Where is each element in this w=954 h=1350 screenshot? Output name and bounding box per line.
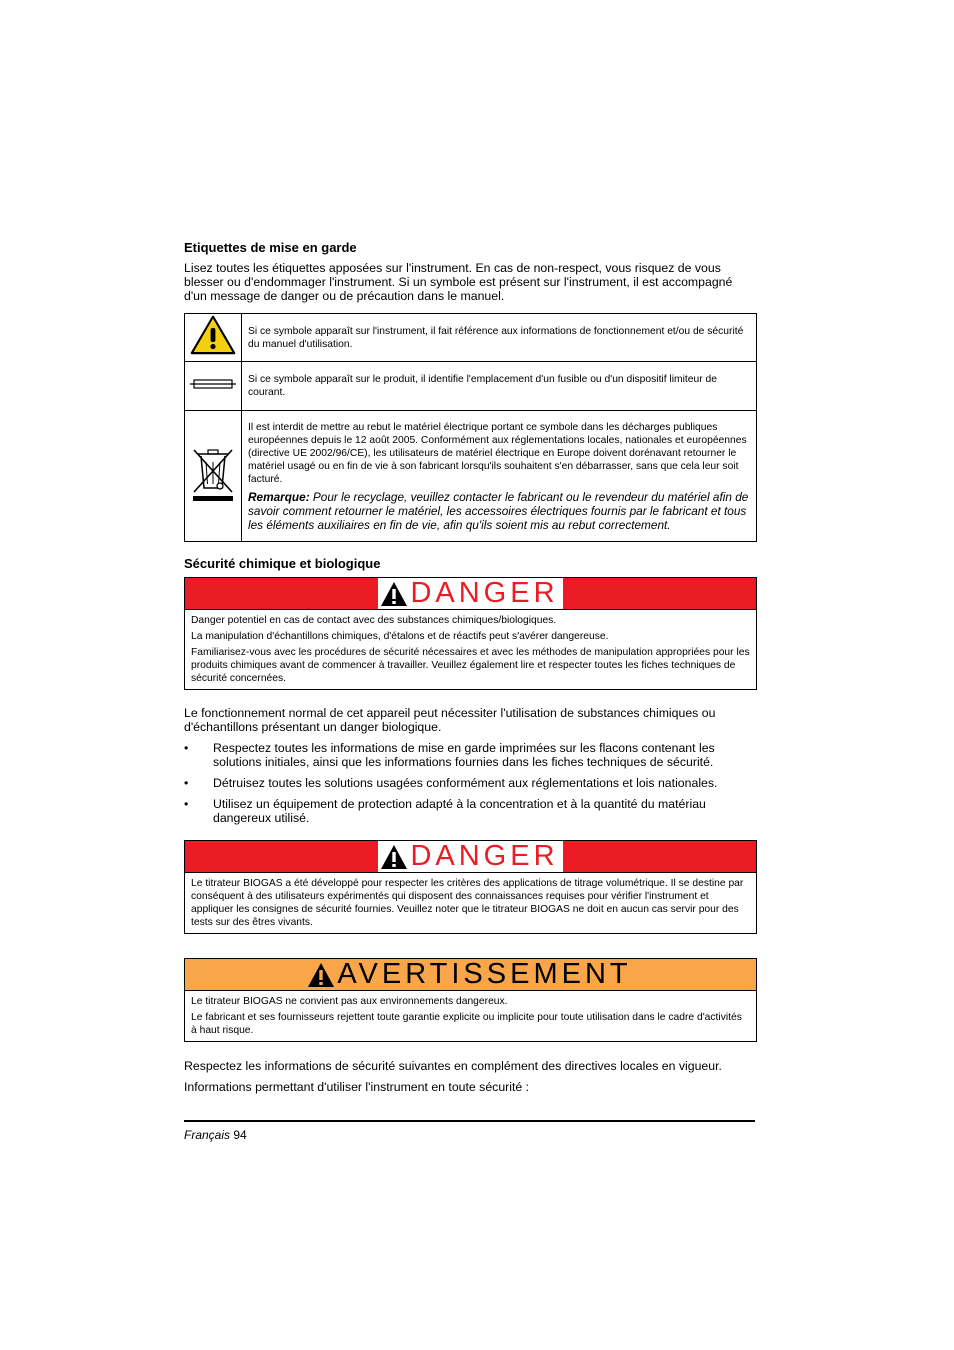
signal-word-panel: [378, 841, 562, 872]
list-item: [184, 776, 756, 790]
bullet-text: Utilisez un équipement de protection adapté à la concentration et à la quantité du matériau dangereux utilisé.: [213, 797, 706, 825]
danger-banner: [185, 841, 756, 873]
symbol-cell: [185, 411, 242, 542]
danger-line: Familiarisez-vous avec les procédures de sécurité nécessaires et avec les méthodes de manipulation appropriées pour les produits chimiques avant de commencer à travailler. Veuillez également lire et respecter toutes les fiches techniques de sécurité concernées.: [191, 647, 750, 684]
warning-triangle-icon: [380, 581, 408, 607]
warning-message: [185, 991, 756, 1041]
note-text: Pour le recyclage, veuillez contacter le fabricant ou le revendeur du matériel afin de savoir comment retourner le matériel, les accessoires électriques fournis par le fabricant et tous les éléments auxiliaires en fin de vie, afin qu'ils soient mis au rebut correctement.: [248, 489, 749, 532]
warning-line: Le fabricant et ses fournisseurs rejettent toute garantie explicite ou implicite pour toute utilisation dans le cadre d'activités à haut risque.: [191, 1012, 742, 1036]
closing-paragraph: Respectez les informations de sécurité suivantes en complément des directives locales en vigueur.: [184, 1059, 722, 1073]
fuse-icon: [190, 377, 236, 391]
symbol-cell: [185, 314, 242, 362]
page-number: 94: [233, 1128, 247, 1142]
symbol-cell: [185, 362, 242, 411]
bullet-text: Respectez toutes les informations de mise en garde imprimées sur les flacons contenant les solutions initiales, ainsi que les informations fournies dans les fiches techniques de sécurité.: [213, 741, 715, 769]
symbol-description: Si ce symbole apparaît sur le produit, il identifie l'emplacement d'un fusible ou d'un dispositif limiteur de courant.: [242, 362, 757, 411]
crossed-bin-icon: [190, 444, 236, 504]
warning-box: [184, 958, 757, 1042]
page-footer: [184, 1128, 247, 1142]
danger-message: [185, 610, 756, 689]
signal-word: AVERTISSEMENT: [337, 958, 632, 990]
table-row: [185, 362, 757, 411]
danger-message: [185, 873, 756, 933]
bullet-marker: •: [184, 797, 189, 811]
bullet-text: Détruisez toutes les solutions usagées conformément aux réglementations et lois nationales.: [213, 776, 718, 790]
table-row: [185, 411, 757, 542]
note-label: Remarque:: [248, 489, 310, 504]
list-item: [184, 741, 756, 769]
danger-line: Danger potentiel en cas de contact avec des substances chimiques/biologiques.: [191, 615, 557, 626]
bullet-marker: •: [184, 776, 189, 790]
safety-bullet-list: [184, 741, 756, 832]
intro-paragraph: Lisez toutes les étiquettes apposées sur l'instrument. En cas de non-respect, vous risquez de vous blesser ou d'endommager l'instrument. Si un symbole est présent sur l'instrument, il est accompagné d'un message de danger ou de précaution dans le manuel.: [184, 261, 733, 303]
danger-line: Le titrateur BIOGAS a été développé pour respecter les critères des applications de titrage volumétrique. Il se destine par conséquent à des utilisateurs expérimentés qui disposent des connaissances requises pour vérifier l'instrument et appliquer les consignes de sécurité fournies. Veuillez noter que le titrateur BIOGAS ne doit en aucun cas servir pour des tests sur des êtres vivants.: [191, 878, 744, 928]
symbols-table: [184, 313, 757, 542]
warning-banner: [185, 959, 756, 991]
warning-triangle-icon: [190, 315, 236, 355]
signal-word-panel: [305, 959, 635, 990]
weee-text: Il est interdit de mettre au rebut le matériel électrique portant ce symbole dans les décharges publiques européennes depuis le 12 août 2005. Conformément aux réglementations locales, nationales et européennes (directive UE 2002/96/CE), les utilisateurs de matériel électrique en Europe doivent dorénavant retourner le matériel usagé ou en fin de vie à son fabricant lorsqu'ils souhaitent s'en débarrasser, sans que cela leur soit facturé.: [248, 421, 747, 485]
danger-box-chemical: [184, 577, 757, 690]
warning-line: Le titrateur BIOGAS ne convient pas aux environnements dangereux.: [191, 996, 508, 1007]
section-heading-warning-labels: Etiquettes de mise en garde: [184, 240, 357, 255]
danger-box-biogas: [184, 840, 757, 934]
chemical-paragraph: Le fonctionnement normal de cet appareil peut nécessiter l'utilisation de substances chimiques ou d'échantillons présentant un danger biologique.: [184, 706, 716, 734]
signal-word-panel: [378, 578, 562, 609]
warning-triangle-icon: [380, 844, 408, 870]
symbol-description: [242, 411, 757, 542]
list-item: [184, 797, 756, 825]
danger-banner: [185, 578, 756, 610]
danger-line: La manipulation d'échantillons chimiques, d'étalons et de réactifs peut s'avérer dangereuse.: [191, 631, 609, 642]
footer-language: Français: [184, 1128, 231, 1142]
table-row: [185, 314, 757, 362]
recycling-note: [248, 490, 750, 532]
closing-paragraph: Informations permettant d'utiliser l'instrument en toute sécurité :: [184, 1080, 530, 1094]
section-heading-chemical-safety: Sécurité chimique et biologique: [184, 556, 381, 571]
warning-triangle-icon: [307, 962, 335, 988]
signal-word: DANGER: [410, 840, 559, 872]
bullet-marker: •: [184, 741, 189, 755]
footer-rule: [184, 1120, 755, 1122]
signal-word: DANGER: [410, 577, 559, 609]
symbol-description: Si ce symbole apparaît sur l'instrument, il fait référence aux informations de fonctionnement et/ou de sécurité du manuel d'utilisation.: [242, 314, 757, 362]
